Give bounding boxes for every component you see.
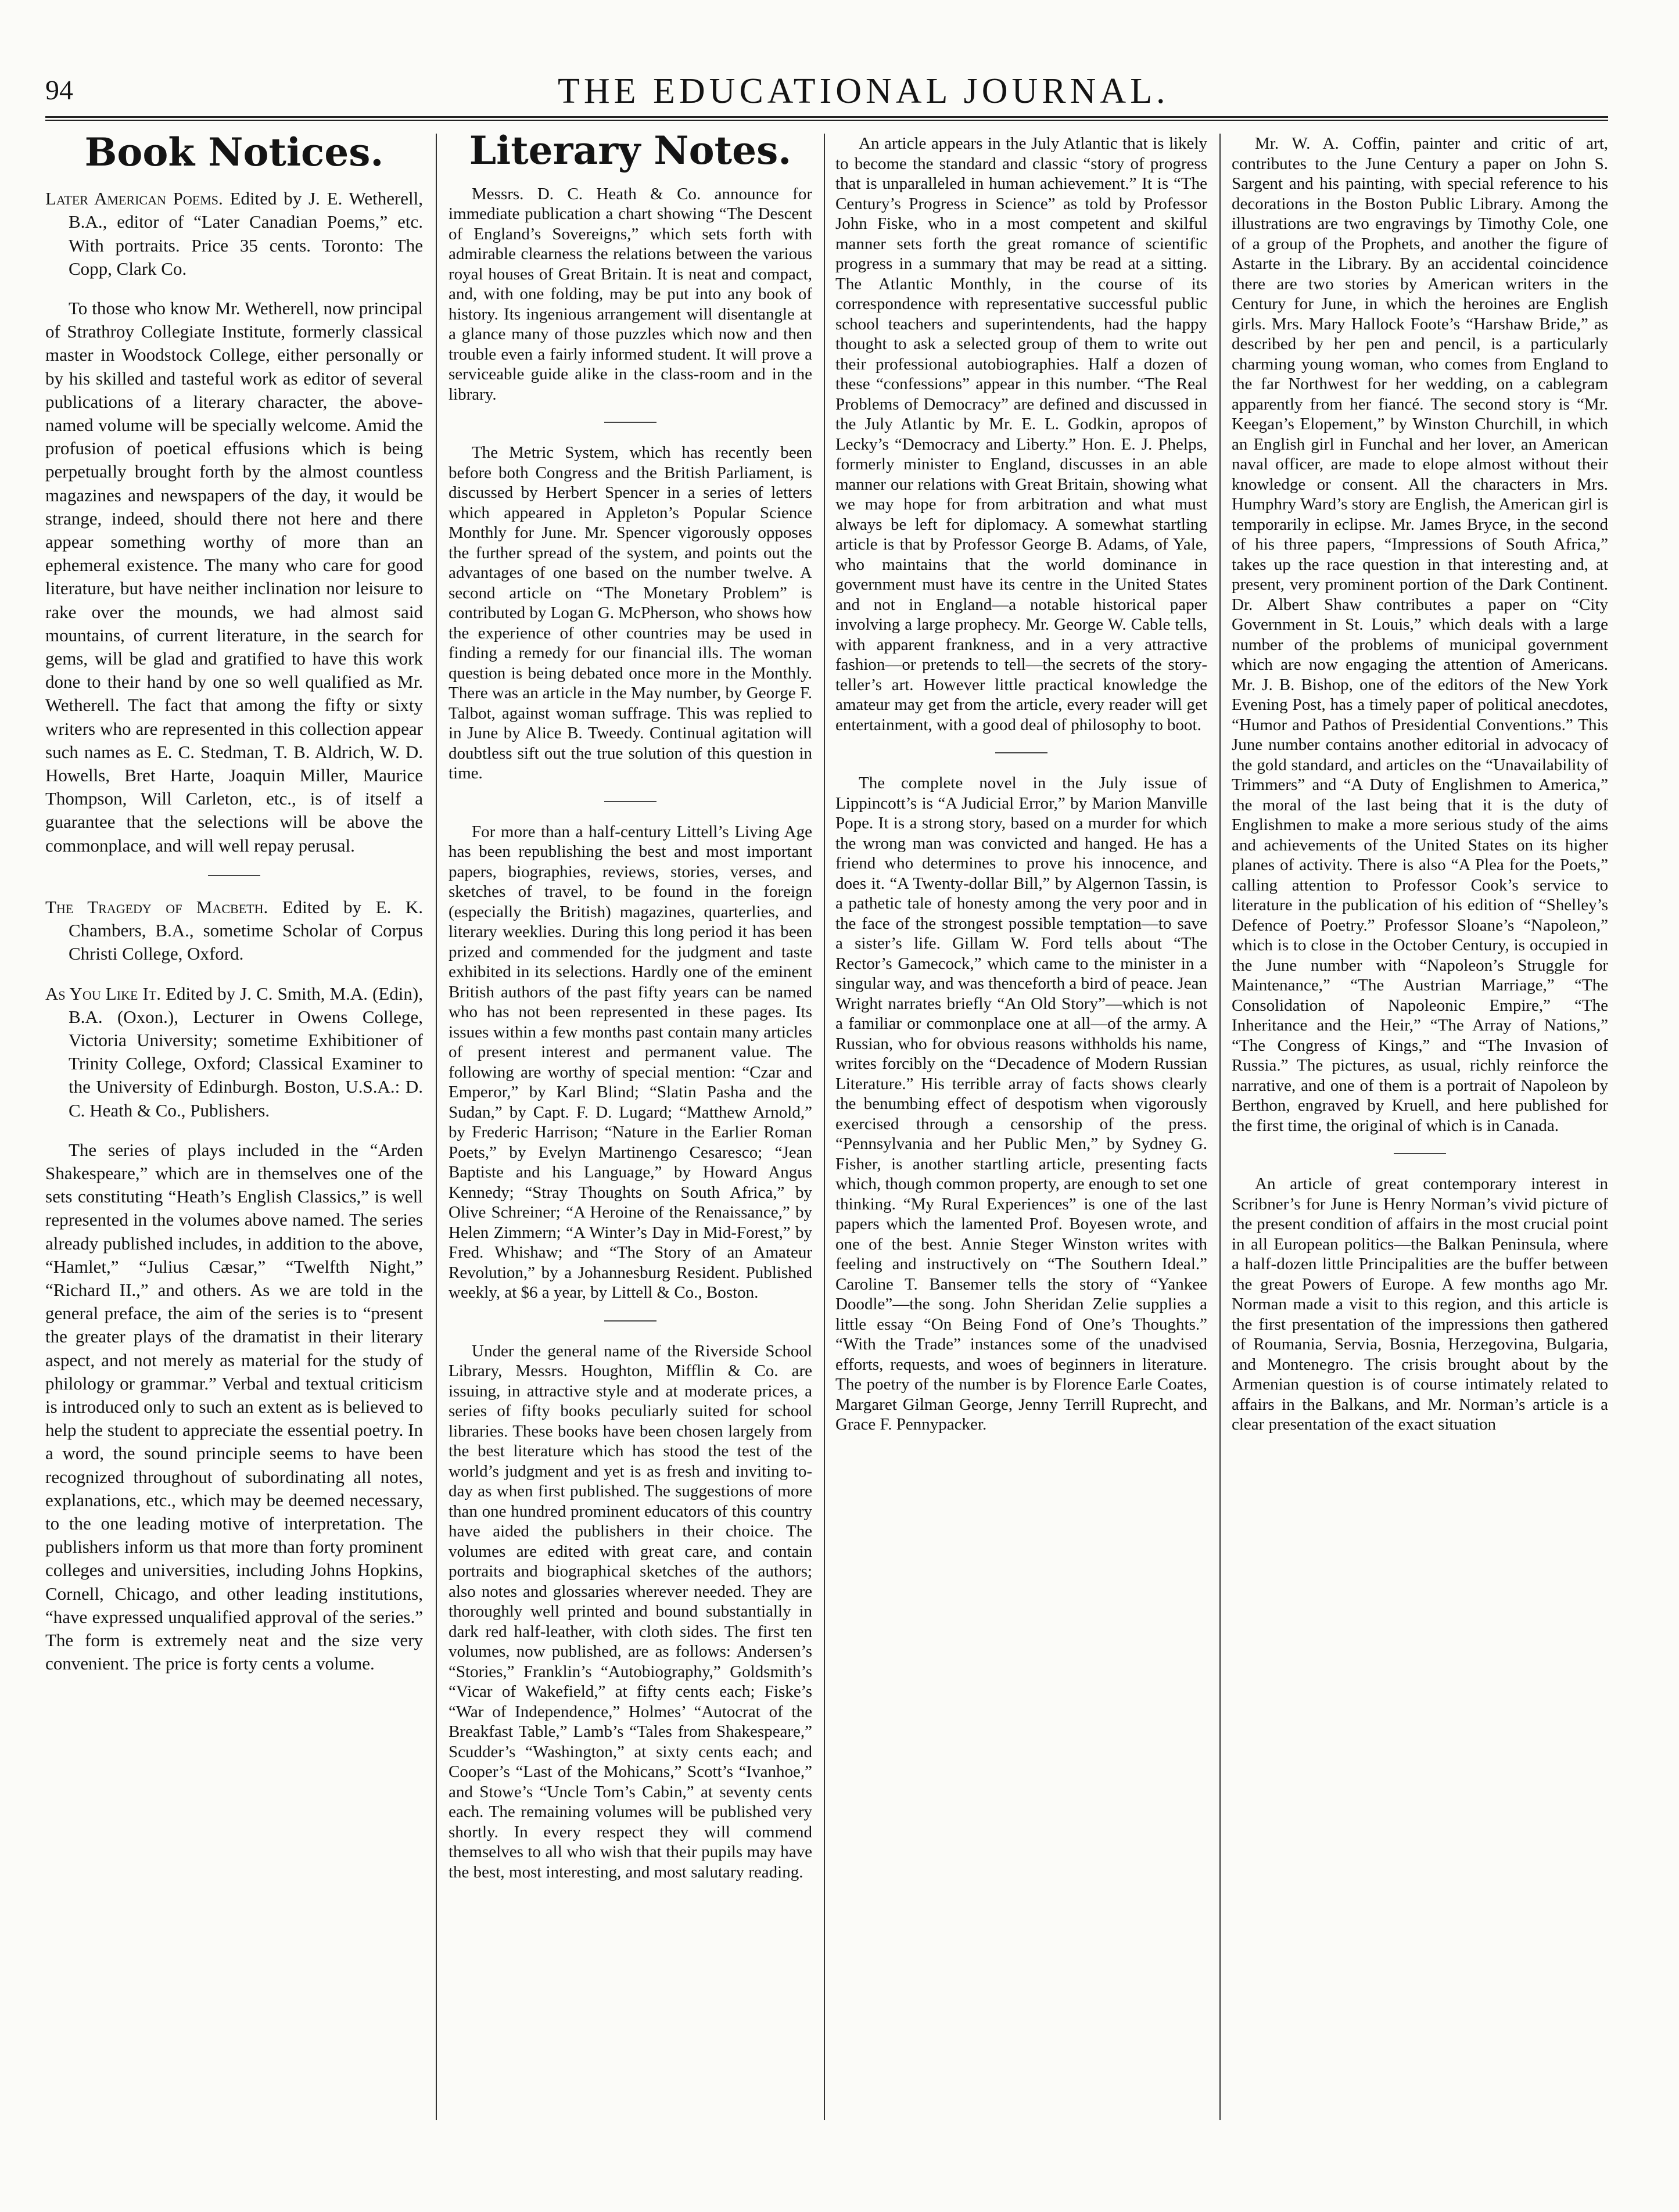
note-paragraph: Under the general name of the Riverside School Library, Messrs. Houghton, Mifflin & Co. are issuing, in attractive style and at moderate prices, a series of fifty books peculiarly suited for school libraries. These books have been chosen largely from the best literature which has stood the test of the world’s judgment and yet is as fresh and inviting to-day as when first published. The suggestions of more than one hundred prominent educators of this country have aided the publishers in their choice. The volumes are edited with great care, and contain portraits and biographical sketches of the authors; also notes and glossaries wherever needed. They are thoroughly well printed and bound substantially in dark red half-leather, with cloth sides. The first ten volumes, now published, are as follows: Andersen’s “Stories,” Franklin’s “Autobiography,” Goldsmith’s “Vicar of Wakefield,” at fifty cents each; Fiske’s “War of Independence,” Holmes’ “Autocrat of the Breakfast Table,” Lamb’s “Tales from Shakespeare,” Scudder’s “Washington,” at sixty cents each; and Cooper’s “Last of the Mohicans,” Scott’s “Ivanhoe,” and Stowe’s “Uncle Tom’s Cabin,” at seventy cents each. The remaining volumes will be published very shortly. In every respect they will commend themselves to all who wish that their pupils may have the best, most interesting, and most salutary reading. — [449, 1341, 812, 1881]
column-4 — [1232, 134, 1608, 1436]
notice-details: Edited by J. E. Wetherell, B.A., editor of “Later Canadian Poems,” etc. With portraits. Price 35 cents. Toronto: The Copp, Clark Co. — [69, 188, 423, 279]
review-paragraph: To those who know Mr. Wetherell, now principal of Strathroy Collegiate Institute, formerly classical master in Woodstock College, either personally or by his skilled and tasteful work as editor of several publications of a literary character, the above-named volume will be specially welcome. Amid the profusion of poetical effusions which is being perpetually brought forth by the almost countless magazines and newspapers of the day, it would be strange, indeed, should there not here and there appear something worthy of more than an ephemeral existence. The many who care for good literature, but have neither inclination nor leisure to rake over the mounds, we had almost said mountains, of current literature, in the search for gems, will be glad and gratified to have this work done to their hand by one so well qualified as Mr. Wetherell. The fact that among the fifty or sixty writers who are represented in this collection appear such names as E. C. Stedman, T. B. Aldrich, W. D. Howells, Bret Harte, Joaquin Miller, Maurice Thompson, Will Carleton, etc., is of itself a guarantee that the selections will be above the commonplace, and will well repay perusal. — [45, 298, 423, 856]
note-paragraph: For more than a half-century Littell’s Living Age has been republishing the best and most important papers, biographies, reviews, stories, verses, and sketches of travel, to be found in the foreign (especially the British) magazines, quarterlies, and literary weeklies. During this long period it has been prized and commended for the judgment and taste exhibited in its selections. Hardly one of the eminent British authors of the past fifty years can be named who has not been represented in these pages. Its issues within a few months past contain many articles of present interest and permanent value. The following are worthy of special mention: “Czar and Emperor,” by Karl Blind; “Slatin Pasha and the Sudan,” by Capt. F. D. Lugard; “Matthew Arnold,” by Frederic Harrison; “Nature in the Earlier Roman Poets,” by Evelyn Martinengo Cesaresco; “Jean Baptiste and his Language,” by Howard Angus Kennedy; “Stray Thoughts on South Africa,” by Olive Schreiner; “A Heroine of the Renaissance,” by Helen Zimmern; “A Winter’s Day in Mid-Forest,” by Fred. Whishaw; and “The Story of an Amateur Revolution,” by a Johannesburg Resident. Published weekly, at $6 a year, by Littell & Co., Boston. — [449, 822, 812, 1302]
note-paragraph: The complete novel in the July issue of Lippincott’s is “A Judicial Error,” by Marion Manville Pope. It is a strong story, based on a murder for which the wrong man was convicted and hanged. He has a friend who determines to prove his innocence, and does it. “A Twenty-dollar Bill,” by Algernon Tassin, is a pathetic tale of honesty among the very poor and in the face of the strongest possible temptation—to save a sister’s life. Gillam W. Ford tells about “The Rector’s Gamecock,” which came to the minister in a singular way, and was thenceforth a bird of peace. Jean Wright narrates briefly “An Old Story”—which is not a familiar or commonplace one at all—of the army. A Russian, who for obvious reasons withholds his name, writes forcibly on the “Decadence of Modern Russian Literature.” His terrible array of facts shows clearly the benumbing effect of despotism when vigorously exercised through a censorship of the press. “Pennsylvania and her Public Men,” by Sydney G. Fisher, is another startling article, presenting facts which, though common property, are enough to set one thinking. “My Rural Experiences” is one of the last papers which the lamented Prof. Boyesen wrote, and one of the best. Annie Steger Winston writes with feeling and instructively on “The Southern Ideal.” Caroline T. Bansemer tells the story of “Yankee Doodle”—the song. John Sheridan Zelie supplies a little essay “On Being Fond of One’s Thoughts.” “With the Trade” instances some of the unadvised efforts, requests, and woes of beginners in literature. The poetry of the number is by Florence Earle Coates, Margaret Gilman George, Jenny Terrill Ruprecht, and Grace F. Pennypacker. — [835, 774, 1207, 1434]
notice-details: Edited by E. K. Chambers, B.A., sometime Scholar of Corpus Christi College, Oxford. — [69, 896, 423, 964]
running-head: THE EDUCATIONAL JOURNAL. — [558, 71, 1169, 111]
notice-title: The Tragedy of Macbeth. — [45, 896, 268, 917]
review-paragraph: The series of plays included in the “Arden Shakespeare,” which are in themselves one of the sets constituting “Heath’s English Classics,” is well represented in the volumes above named. The series already published includes, in addition to the above, “Hamlet,” “Julius Cæsar,” “Twelfth Night,” “Richard II.,” and others. As we are told in the general preface, the aim of the series is to “present the greater plays of the dramatist in their literary aspect, and not merely as material for the study of philology or grammar.” Verbal and textual criticism is introduced only to such an extent as is believed to help the student to appreciate the essential poetry. In a word, the sound principle seems to have been recognized throughout of subordinating all notes, explanations, etc., which may be deemed necessary, to the one leading motive of interpretation. The publishers inform us that more than forty prominent colleges and universities, including Johns Hopkins, Cornell, Chicago, and other leading institutions, “have expressed unqualified approval of the series.” The form is extremely neat and the size very convenient. The price is forty cents a volume. — [45, 1139, 423, 1674]
notice-title: Later American Poems. — [45, 188, 223, 209]
note-paragraph: An article of great contemporary interest in Scribner’s for June is Henry Norman’s vivid picture of the present condition of affairs in the most crucial point in all European politics—the Balkan Peninsula, where a half-dozen little Principalities are the buffer between the great Powers of Europe. A few months ago Mr. Norman made a visit to this region, and this article is the first presentation of the impressions then gathered of Roumania, Servia, Bosnia, Herzegovina, Bulgaria, and Montenegro. The crisis brought about by the Armenian question is of course intimately related to affairs in the Balkans, and Mr. Norman’s article is a clear presentation of the exact situation — [1232, 1175, 1608, 1434]
column-rule — [1219, 134, 1221, 2120]
notice-later-american-poems — [45, 187, 423, 281]
literary-notes-heading: Literary Notes. — [469, 134, 792, 173]
section-divider — [995, 752, 1047, 753]
section-divider — [604, 422, 656, 423]
note-paragraph: The Metric System, which has recently been before both Congress and the British Parliament, is discussed by Herbert Spencer in a series of letters which appeared in Appleton’s Popular Science Monthly for June. Mr. Spencer vigorously opposes the further spread of the system, and points out the advantages of one based on the number twelve. A second article on “The Monetary Problem” is contributed by Logan G. McPherson, who shows how the experience of other countries may be used in finding a remedy for our financial ills. The woman question is being debated once more in the Monthly. There was an article in the May number, by George F. Talbot, against woman suffrage. This was replied to in June by Alice B. Tweedy. Continual agitation will doubtless sift out the true solution of this question in time. — [449, 443, 812, 782]
column-3 — [835, 134, 1207, 1436]
header-rule — [45, 116, 1608, 121]
column-2 — [449, 134, 812, 1883]
note-paragraph: Messrs. D. C. Heath & Co. announce for immediate publication a chart showing “The Descent of England’s Sovereigns,” which sets forth with admirable clearness the relations between the various royal houses of Great Britain. It is neat and compact, and, with one folding, may be put into any book of history. Its ingenious arrangement will disentangle at a glance many of those puzzles which now and then trouble even a fairly informed student. It will prove a serviceable guide alike in the class-room and in the library. — [449, 184, 812, 404]
notice-details: Edited by J. C. Smith, M.A. (Edin), B.A. (Oxon.), Lecturer in Owens College, Victoria University; sometime Exhibitioner of Trinity College, Oxford; Classical Examiner to the University of Edinburgh. Boston, U.S.A.: D. C. Heath & Co., Publishers. — [69, 983, 423, 1121]
column-rule — [436, 134, 437, 2120]
section-divider — [208, 875, 260, 876]
book-notices-heading: Book Notices. — [84, 134, 384, 175]
column-1 — [45, 134, 423, 1676]
section-divider — [604, 1320, 656, 1322]
section-divider — [1394, 1153, 1446, 1154]
note-paragraph: Mr. W. A. Coffin, painter and critic of art, contributes to the June Century a paper on John S. Sargent and his painting, with special reference to his decorations in the Boston Public Library. Among the illustrations are two engravings by Timothy Cole, one of a group of the Prophets, and another the figure of Astarte in the Library. By an accidental coincidence there are two stories by American writers in the Century for June, in which the heroines are English girls. Mrs. Mary Hallock Foote’s “Harshaw Bride,” as described by her pen and pencil, is a particularly charming young woman, who comes from England to the far Northwest for her wedding, on a cablegram apparently from her fiancé. The second story is “Mr. Keegan’s Elopement,” by Winston Churchill, in which an English girl in Funchal and her lover, an American naval officer, are made to elope almost without their knowledge or consent. All the characters in Mrs. Humphry Ward’s story are English, the American girl is temporarily in eclipse. Mr. James Bryce, in the second of his three papers, “Impressions of South Africa,” takes up the race question in that interesting and, at present, very prominent portion of the Dark Continent. Dr. Albert Shaw contributes a paper on “City Government in St. Louis,” which deals with a large number of the problems of municipal government which are now engaging the attention of Americans. Mr. J. B. Bishop, one of the editors of the New York Evening Post, has a timely paper of political anecdotes, “Humor and Pathos of Presidential Conventions.” This June number contains another editorial in advocacy of the gold standard, and articles on the “Unavailability of Trimmers” and “A Duty of Englishmen to America,” the moral of the last being that it is the duty of Englishmen to make a more serious study of the aims and achievements of the United States on its higher planes of activity. There is also “A Plea for the Poets,” calling attention to Professor Cook’s service to literature in the publication of his edition of “Shelley’s Defence of Poetry.” Professor Sloane’s “Napoleon,” which is to close in the October Century, is occupied in the June number with “Napoleon’s Struggle for Maintenance,” “The Austrian Marriage,” “The Consolidation of Napoleonic Empire,” “The Inheritance and the Heir,” “The Array of Nations,” “The Congress of Kings,” and “The Invasion of Russia.” The pictures, as usual, richly reinforce the narrative, and one of them is a portrait of Napoleon by Berthon, engraved by Kruell, and here published for the first time, the original of which is in Canada. — [1232, 134, 1608, 1135]
column-rule — [824, 134, 825, 2120]
notice-macbeth — [45, 896, 423, 966]
page-number: 94 — [45, 75, 73, 106]
notice-title: As You Like It. — [45, 983, 161, 1004]
notice-as-you-like-it — [45, 982, 423, 1122]
note-paragraph: An article appears in the July Atlantic that is likely to become the standard and classic “story of progress that is unparalleled in human achievement.” It is “The Century’s Progress in Science” as told by Professor John Fiske, who in a most competent and skilful manner sets forth the great romance of scientific progress in a summary that may be read at a sitting. The Atlantic Monthly, in the course of its correspondence with representative successful public school teachers and superintendents, had the happy thought to ask a selected group of them to write out their professional autobiographies. Half a dozen of these “confessions” appear in this number. “The Real Problems of Democracy” are defined and discussed in the July Atlantic by Mr. E. L. Godkin, apropos of Lecky’s “Democracy and Liberty.” Hon. E. J. Phelps, formerly minister to England, discusses in an able manner our relations with Great Britain, showing what we may hope for from arbitration and what must always be left for diplomacy. A somewhat startling article is that by Professor George B. Adams, of Yale, who maintains that the world dominance in government must have its centre in the United States and not in England—a notable historical paper involving a large prophecy. Mr. George W. Cable tells, with apparent frankness, and in a very attractive fashion—or pretends to tell—the secrets of the story-teller’s art. However little practical knowledge the amateur may get from the article, every reader will get entertainment, with a good deal of philosophy to boot. — [835, 134, 1207, 734]
section-divider — [604, 801, 656, 802]
